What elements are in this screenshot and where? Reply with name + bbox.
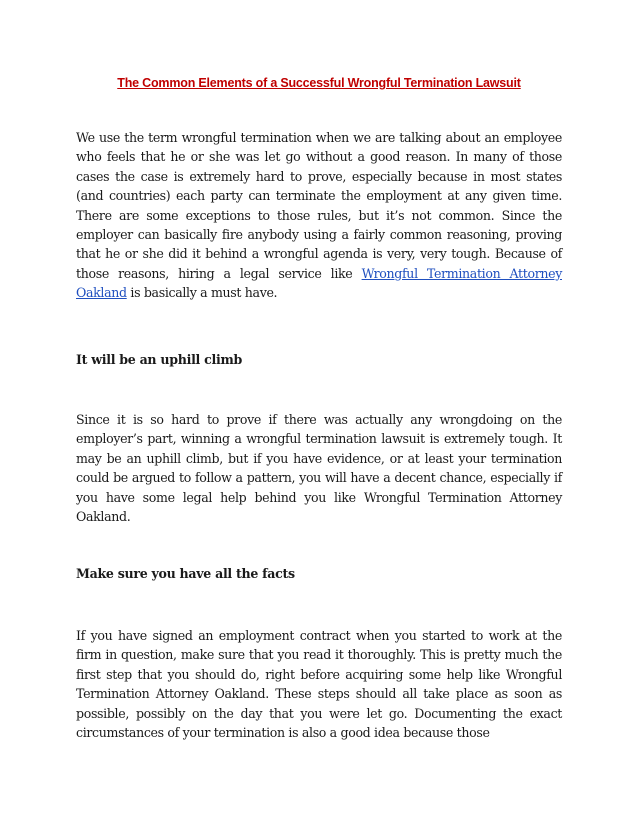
section-body-all-facts: If you have signed an employment contract when you started to work at the firm in question, make sure that you read it thoroughly. This is pretty much the first step that you should do, right before acquiring some help like Wrongful Termination Attorney Oakland. These steps should all take place as soon as possible, possibly on the day that you were let go. Documenting the exact circumstances of your termination is also a good idea because those [76,628,562,741]
intro-text-before-link: We use the term wrongful termination when we are talking about an employee who feels that he or she was let go without a good reason. In many of those cases the case is extremely hard to prove, especially because in most states (and countries) each party can terminate the employment at any given time. There are some exceptions to those rules, but it’s not common. Since the employer can basically fire anybody using a fairly common reasoning, proving that he or she did it behind a wrongful agenda is very, very tough. Because of those reasons, hiring a legal service like [76,130,562,281]
section-body-uphill-climb: Since it is so hard to prove if there was actually any wrongdoing on the employer’s part, winning a wrongful termination lawsuit is extremely tough. It may be an uphill climb, but if you have evidence, or at least your termination could be argued to follow a pattern, you will have a decent chance, especially if you have some legal help behind you like Wrongful Termination Attorney Oakland. [76,412,562,525]
document-title: The Common Elements of a Successful Wrongful Termination Lawsuit [117,76,521,90]
attorney-link[interactable]: Wrongful Termination Attorney Oakland [76,265,562,301]
intro-text-after-link: is basically a must have. [126,285,278,301]
section-heading-uphill-climb: It will be an uphill climb [76,352,242,367]
section-heading-all-facts: Make sure you have all the facts [76,566,295,581]
intro-paragraph [76,128,562,303]
